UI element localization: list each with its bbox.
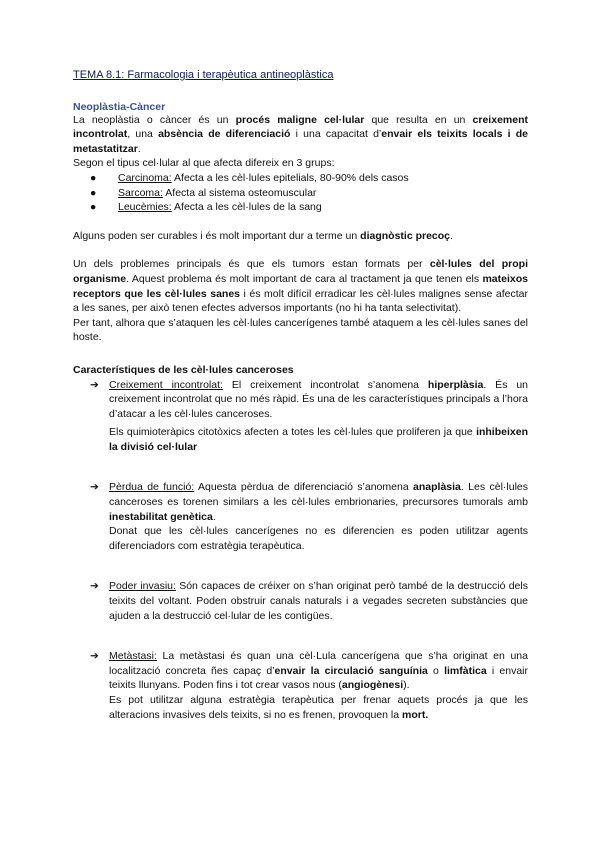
text-run: Es pot utilitzar alguna estratègia terapèutica per frenar aquets procés ja que les alteracions invasives dels teixits, si no es frenen, provoquen la (109, 694, 528, 721)
text-run: ). (403, 679, 410, 692)
text-run: . És un creixement incontrolat que no més ràpid. És una de les característiques principals a l’hora d’atacar a les cèl·lules canceroses. (109, 378, 529, 420)
characteristic-subtext (109, 425, 528, 454)
characteristic-text (109, 378, 528, 422)
text-run: La neoplàstia o càncer és un (73, 113, 236, 126)
bold-text: limfàtica (444, 664, 487, 677)
bold-text: cèl·lules del propi organisme (73, 258, 529, 285)
text-run: La metàstasi és quan una cèl·Lula cancerígena que s’ha originat en una localització concreta ñes capaç d’ (109, 650, 528, 677)
text-run: i una capacitat d’ (290, 128, 382, 141)
paragraph-groups-intro: Segon el tipus cel·lular al que afecta difereix en 3 grups: (73, 157, 335, 170)
text-run: Són capaces de créixer on s’han originat però també de la destrucció dels teixits del voltant. Poden obstruir canals naturals i a vegades secreten substàncies que ajuden a la destrucció cel·lular de les contigües. (109, 580, 528, 622)
paragraph-definition (73, 113, 528, 157)
bold-text: creixement incontrolat (73, 113, 528, 141)
bold-text: envair la circulació sanguínia (274, 664, 428, 677)
characteristic-subtext (109, 693, 528, 722)
text-run: i envair teixits llunyans. Poden fins i tot crear vasos nous ( (109, 664, 529, 692)
paragraph-conclusion: Per tant, alhora que s’ataquen les cèl·lules cancerígenes també ataquem a les cèl·lules sanes del hoste. (73, 316, 528, 344)
arrow-right-icon: ➔ (90, 650, 99, 663)
characteristic-subtext: Donat que les cèl·lules cancerígenes no es diferencien es poden utilitzar agents diferenciadors com estratègia terapèutica. (109, 525, 528, 552)
paragraph-diagnosis (73, 229, 528, 244)
group-name: Sarcoma: (118, 186, 163, 199)
bullet-icon: ● (90, 171, 97, 184)
characteristic-text (109, 649, 528, 693)
bullet-icon: ● (90, 186, 97, 199)
bold-text: diagnòstic precoç (360, 229, 451, 242)
bold-text: mort. (402, 708, 429, 721)
bold-text: inhibeixen la divisió cel·lular (109, 426, 528, 453)
arrow-right-icon: ➔ (90, 378, 99, 391)
section-heading-neoplastia: Neoplàstia-Càncer (73, 100, 166, 113)
bold-text: absència de diferenciació (158, 128, 291, 141)
group-name: Carcinoma: (118, 171, 172, 184)
list-item (73, 171, 528, 186)
bold-text: mateixos receptors que les cèl·lules sanes (73, 272, 528, 300)
characteristic-text (109, 480, 528, 524)
text-run: , una (127, 128, 159, 141)
characteristic-item (73, 579, 528, 623)
bold-text: envair els teixits locals i de metastatitzar (73, 128, 529, 155)
text-run: . Aquest problema és molt important de cara al tractament ja que tenen els (126, 272, 483, 285)
group-text: Afecta a les cèl·lules de la sang (171, 201, 322, 214)
group-text: Afecta a les cèl·lules epitelials, 80-90% dels casos (171, 171, 409, 184)
text-run: Un dels problemes principals és que els tumors estan formats per (73, 258, 430, 271)
text-run: . (137, 142, 141, 155)
text-run: i és molt difícil erradicar les cèl·lules malignes sense afectar a les sanes, per això tenen efectes adversos importants (no hi ha tanta selectivitat). (73, 287, 528, 315)
document-page (73, 68, 528, 722)
arrow-right-icon: ➔ (90, 481, 99, 494)
characteristic-label: Poder invasiu: (109, 580, 176, 593)
text-run: . (450, 229, 453, 242)
bold-text: anaplàsia (413, 481, 461, 494)
list-item (73, 186, 528, 201)
paragraph-problems (73, 257, 528, 315)
characteristic-label: Creixement incontrolat: (109, 378, 223, 391)
characteristic-label: Pèrdua de funció: (109, 481, 195, 494)
section-heading-characteristics: Característiques de les cèl·lules canceroses (73, 363, 294, 376)
arrow-right-icon: ➔ (90, 580, 99, 593)
bold-text: hiperplàsia (427, 378, 484, 391)
characteristic-label: Metàstasi: (109, 650, 157, 663)
group-name: Leucèmies: (118, 201, 172, 214)
list-item (73, 200, 528, 215)
bold-text: procés maligne cel·lular (235, 113, 365, 126)
characteristic-item (73, 378, 528, 455)
text-run: El creixement incontrolat s’anomena (222, 378, 428, 391)
text-run: . (212, 510, 216, 523)
characteristic-item (73, 649, 528, 722)
document-title: TEMA 8.1: Farmacologia i terapèutica antineoplàstica (73, 69, 334, 81)
text-run: Els quimioteràpics citotòxics afecten a totes les cèl·lules que proliferen ja que (109, 426, 477, 439)
groups-list (73, 171, 528, 215)
bold-text: angiogènesi (341, 679, 404, 692)
characteristic-item (73, 480, 528, 553)
group-text: Afecta al sistema osteomuscular (162, 186, 317, 199)
text-run: Aquesta pèrdua de diferenciació s’anomena (194, 481, 414, 494)
text-run: . Les cèl·lules canceroses es torenen similars a les cèl·lules embrionaries, precursores tumorals amb (109, 481, 528, 509)
characteristic-text (109, 579, 528, 623)
bold-text: inestabilitat genètica (109, 510, 213, 523)
bullet-icon: ● (90, 201, 97, 214)
text-run: Alguns poden ser curables i és molt important dur a terme un (73, 229, 361, 242)
text-run: que resulta en un (364, 113, 473, 126)
text-run: o (427, 664, 445, 677)
